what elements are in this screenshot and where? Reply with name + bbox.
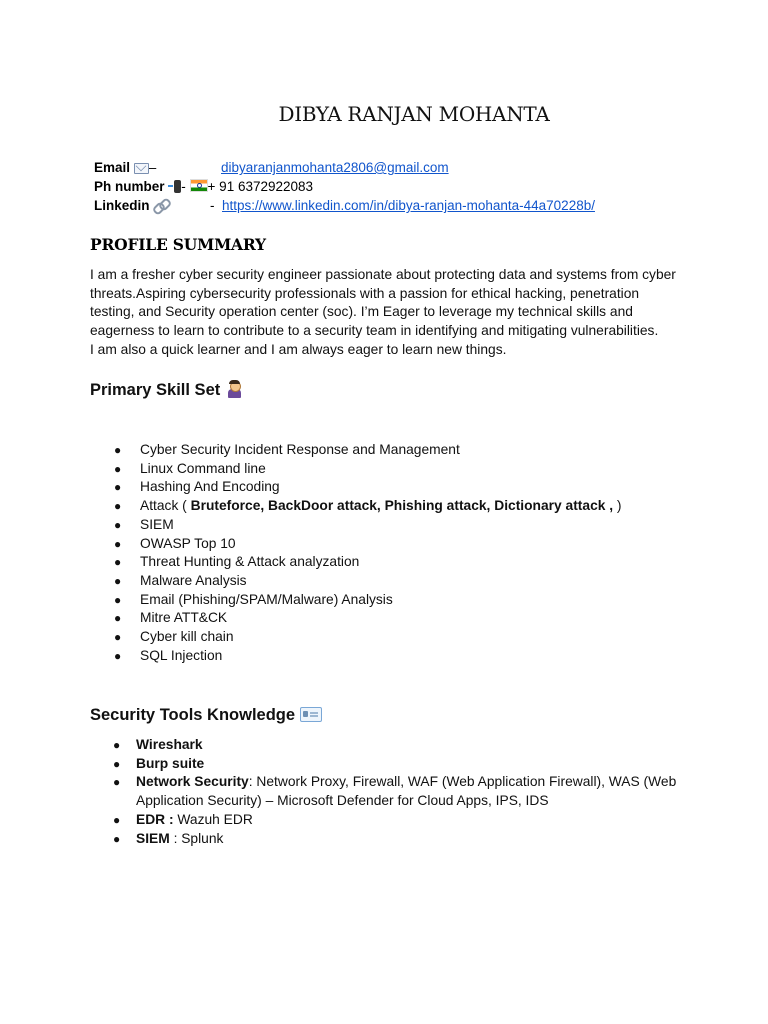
list-item: ● Network Security: Network Proxy, Firewall, WAF (Web Application Firewall), WAS (Web Application Security) – Microsoft Defender for Cloud Apps, IPS, IDS — [113, 774, 677, 809]
linkedin-row — [94, 196, 595, 215]
candidate-name: DIBYA RANJAN MOHANTA — [278, 102, 550, 126]
profile-summary-text — [90, 266, 690, 360]
list-item: ● Email (Phishing/SPAM/Malware) Analysis — [114, 591, 393, 607]
list-item: ● Hashing And Encoding — [114, 479, 280, 495]
list-item: ● Burp suite — [113, 755, 205, 771]
skills-heading — [90, 380, 243, 400]
mobile-phone-icon — [174, 180, 181, 193]
list-item: ● Malware Analysis — [114, 572, 247, 588]
phone-label: Ph number — [94, 179, 165, 194]
list-item: ● Attack ( Bruteforce, BackDoor attack, Phishing attack, Dictionary attack , ) — [114, 498, 622, 514]
list-item: ● SIEM — [114, 516, 174, 532]
india-flag-icon — [190, 179, 208, 192]
tools-heading — [90, 706, 322, 725]
list-item: ● Mitre ATT&CK — [114, 610, 228, 626]
list-item: ● Linux Command line — [114, 460, 266, 476]
tools-list — [91, 736, 676, 848]
profile-summary-heading: PROFILE SUMMARY — [90, 235, 266, 254]
list-item: ● SIEM : Splunk — [113, 830, 224, 846]
phone-separator: - — [181, 179, 186, 194]
linkedin-separator: - — [210, 198, 215, 213]
list-item: ● EDR : Wazuh EDR — [113, 811, 253, 827]
summary-line: I am a fresher cyber security engineer passionate about protecting data and systems from cyber — [90, 267, 676, 282]
summary-line: I am also a quick learner and I am always eager to learn new things. — [90, 341, 507, 357]
email-label: Email — [94, 160, 131, 175]
skills-heading-text: Primary Skill Set — [90, 381, 221, 399]
linkedin-link[interactable]: https://www.linkedin.com/in/dibya-ranjan-mohanta-44a70228b/ — [222, 198, 595, 213]
email-row — [94, 158, 449, 177]
envelope-icon — [134, 163, 149, 174]
list-item: ● OWASP Top 10 — [114, 535, 236, 551]
list-item: ● Cyber kill chain — [114, 629, 234, 645]
list-item: ● SQL Injection — [114, 647, 223, 663]
linkedin-label: Linkedin — [94, 198, 150, 213]
list-item: ● Wireshark — [113, 737, 203, 752]
summary-line: testing, and Security operation center (soc). I’m Eager to leverage my technical skills and — [90, 304, 633, 320]
email-link[interactable]: dibyaranjanmohanta2806@gmail.com — [221, 160, 449, 175]
skills-list — [92, 441, 622, 665]
link-icon — [153, 199, 169, 211]
summary-line: eagerness to learn to contribute to a security team in identifying and mitigating vulnerabilities. — [90, 323, 659, 339]
phone-row — [94, 177, 313, 196]
summary-line: threats.Aspiring cybersecurity professionals with a passion for ethical hacking, penetration — [90, 285, 640, 301]
email-separator: – — [148, 160, 157, 175]
phone-number: + 91 6372922083 — [207, 179, 314, 194]
list-item: ● Threat Hunting & Attack analyzation — [114, 554, 360, 570]
list-item: ● Cyber Security Incident Response and Management — [114, 442, 460, 457]
ninja-icon — [225, 380, 243, 398]
id-card-icon — [300, 707, 322, 722]
contact-block — [94, 158, 595, 215]
tools-heading-text: Security Tools Knowledge — [90, 706, 296, 724]
